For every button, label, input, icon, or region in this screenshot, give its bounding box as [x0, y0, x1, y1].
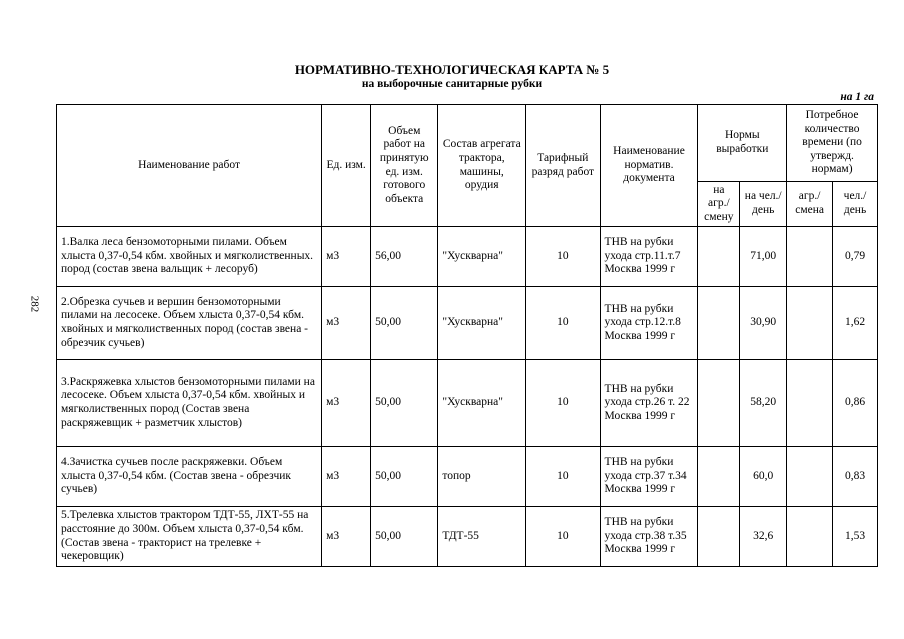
header-row: [57, 105, 878, 182]
cell-norm-man: 30,90: [740, 287, 787, 360]
cell-time-agr: [787, 360, 833, 447]
cell-norm-man: 60,0: [740, 447, 787, 507]
cell-grade: 10: [526, 360, 600, 447]
header-aggregate: Состав агрегата трактора, машины, орудия: [438, 105, 526, 227]
header-norms-agr: на агр./ смену: [698, 182, 740, 227]
cell-aggregate: ТДТ-55: [438, 507, 526, 567]
cell-norm-man: 71,00: [740, 227, 787, 287]
cell-norm-agr: [698, 360, 740, 447]
cell-grade: 10: [526, 287, 600, 360]
cell-unit: м3: [322, 287, 371, 360]
cell-work: 4.Зачистка сучьев после раскряжевки. Объем хлыста 0,37-0,54 кбм. (Состав звена - обрезчик сучьев): [57, 447, 322, 507]
header-norms-man: на чел./ день: [740, 182, 787, 227]
document-subtitle: на выборочные санитарные рубки: [361, 78, 543, 90]
header-time-man: чел./ день: [833, 182, 878, 227]
cell-time-man: 0,86: [833, 360, 878, 447]
header-normdoc: Наименование норматив. документа: [600, 105, 698, 227]
cell-unit: м3: [322, 447, 371, 507]
unit-note: на 1 га: [840, 91, 874, 103]
cell-time-agr: [787, 447, 833, 507]
header-unit: Ед. изм.: [322, 105, 371, 227]
header-norms: Нормы выработки: [698, 105, 787, 182]
cell-volume: 50,00: [371, 360, 438, 447]
cell-doc: ТНВ на рубки ухода стр.11.т.7 Москва 1999 г: [600, 227, 698, 287]
cell-norm-agr: [698, 227, 740, 287]
cell-time-agr: [787, 287, 833, 360]
header-time-need: Потребное количество времени (по утвержд. нормам): [787, 105, 878, 182]
cell-time-man: 1,62: [833, 287, 878, 360]
header-volume: Объем работ на принятую ед. изм. готового объекта: [371, 105, 438, 227]
cell-aggregate: "Хускварна": [438, 287, 526, 360]
cell-time-agr: [787, 507, 833, 567]
cell-time-agr: [787, 227, 833, 287]
cell-norm-agr: [698, 507, 740, 567]
cell-unit: м3: [322, 360, 371, 447]
cell-volume: 50,00: [371, 447, 438, 507]
cell-doc: ТНВ на рубки ухода стр.38 т.35 Москва 1999 г: [600, 507, 698, 567]
header-grade: Тарифный разряд работ: [526, 105, 600, 227]
table-row: [57, 360, 878, 447]
header-time-agr: агр./ смена: [787, 182, 833, 227]
table-row: [57, 507, 878, 567]
table-row: [57, 287, 878, 360]
cell-work: 1.Валка леса бензомоторными пилами. Объем хлыста 0,37-0,54 кбм. хвойных и мягколиственных. пород (состав звена вальщик + лесоруб): [57, 227, 322, 287]
header-work-name: Наименование работ: [57, 105, 322, 227]
cell-work: 3.Раскряжевка хлыстов бензомоторными пилами на лесосеке. Объем хлыста 0,37-0,54 кбм. хвойных и мягколиственных пород (Состав звена раскряжевщик + разметчик хлыстов): [57, 360, 322, 447]
cell-norm-agr: [698, 447, 740, 507]
cell-volume: 50,00: [371, 287, 438, 360]
cell-norm-agr: [698, 287, 740, 360]
cell-norm-man: 58,20: [740, 360, 787, 447]
cell-work: 5.Трелевка хлыстов трактором ТДТ-55, ЛХТ-55 на расстояние до 300м. Объем хлыста 0,37-0,54 кбм. (Состав звена - тракторист на трелевке + чекеровщик): [57, 507, 322, 567]
cell-doc: ТНВ на рубки ухода стр.26 т. 22 Москва 1999 г: [600, 360, 698, 447]
cell-volume: 56,00: [371, 227, 438, 287]
cell-aggregate: "Хускварна": [438, 360, 526, 447]
cell-doc: ТНВ на рубки ухода стр.12.т.8 Москва 1999 г: [600, 287, 698, 360]
table-row: [57, 447, 878, 507]
cell-norm-man: 32,6: [740, 507, 787, 567]
cell-unit: м3: [322, 227, 371, 287]
cell-aggregate: "Хускварна": [438, 227, 526, 287]
cell-grade: 10: [526, 227, 600, 287]
document-title: НОРМАТИВНО-ТЕХНОЛОГИЧЕСКАЯ КАРТА № 5: [294, 62, 610, 77]
cell-work: 2.Обрезка сучьев и вершин бензомоторными пилами на лесосеке. Объем хлыста 0,37-0,54 кбм. хвойных и мягколиственных пород (состав звена - обрезчик сучьев): [57, 287, 322, 360]
cell-time-man: 1,53: [833, 507, 878, 567]
table-row: [57, 227, 878, 287]
cell-doc: ТНВ на рубки ухода стр.37 т.34 Москва 1999 г: [600, 447, 698, 507]
norm-table: [56, 104, 878, 567]
cell-aggregate: топор: [438, 447, 526, 507]
cell-time-man: 0,83: [833, 447, 878, 507]
cell-volume: 50,00: [371, 507, 438, 567]
cell-grade: 10: [526, 447, 600, 507]
cell-unit: м3: [322, 507, 371, 567]
cell-grade: 10: [526, 507, 600, 567]
cell-time-man: 0,79: [833, 227, 878, 287]
page-number: 282: [28, 295, 41, 313]
